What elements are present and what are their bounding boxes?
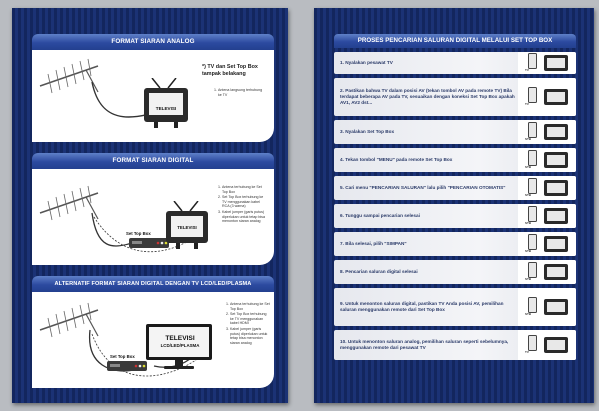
note-item: 2. Set Top Box terhubung ke TV menggunakan kabel HDMI xyxy=(230,312,270,326)
step-row xyxy=(334,260,576,284)
step-row xyxy=(334,52,576,74)
remote-label: STB xyxy=(525,249,531,253)
remote-icon xyxy=(528,178,537,194)
tv-icon xyxy=(544,55,568,71)
step-text: 6. Tunggu sampai pencarian selesai xyxy=(340,213,420,219)
remote-icon xyxy=(528,297,537,313)
step-icons xyxy=(518,204,576,228)
lcd-tv-sublabel: LCD/LED/PLASMA xyxy=(160,343,200,348)
step-icons xyxy=(518,78,576,116)
step-text: 3. Nyalakan Set Top Box xyxy=(340,129,395,135)
remote-icon xyxy=(528,234,537,250)
remote-label: TV xyxy=(525,102,529,106)
tv-icon xyxy=(544,299,568,315)
tv-icon xyxy=(544,264,568,280)
step-text: 8. Pencarian saluran digital selesai xyxy=(340,269,418,275)
notes-digital xyxy=(216,185,268,225)
process-title: PROSES PENCARIAN SALURAN DIGITAL MELALUI SET TOP BOX xyxy=(334,34,576,48)
note-item: 1. Antena langsung terhubung ke TV xyxy=(218,88,264,97)
notes-analog xyxy=(212,88,264,98)
section-digital-panel xyxy=(32,169,274,265)
note-item: 1. Antena terhubung ke Set Top Box xyxy=(222,185,268,194)
step-row xyxy=(334,204,576,228)
step-icons xyxy=(518,232,576,256)
step-row xyxy=(334,176,576,200)
tv-icon xyxy=(544,124,568,140)
remote-label: STB xyxy=(525,165,531,169)
step-icons xyxy=(518,148,576,172)
tv-icon xyxy=(544,208,568,224)
section-analog-title: FORMAT SIARAN ANALOG xyxy=(32,34,274,50)
remote-label: STB xyxy=(525,312,531,316)
step-icons xyxy=(518,260,576,284)
tv-icon xyxy=(544,152,568,168)
step-text: 1. Nyalakan pesawat TV xyxy=(340,60,393,66)
tv-icon xyxy=(544,337,568,353)
step-text: 7. Bila selesai, pilih "SIMPAN" xyxy=(340,241,407,247)
remote-label: STB xyxy=(525,277,531,281)
tv-caption: *) TV dan Set Top Box tampak belakang xyxy=(202,64,258,77)
remote-label: STB xyxy=(525,193,531,197)
notes-lcd xyxy=(224,302,270,346)
remote-icon xyxy=(528,53,537,69)
stb-label: Set Top Box xyxy=(110,354,135,359)
left-page xyxy=(12,8,288,403)
note-item: 2. Set Top Box terhubung ke TV menggunakan kabel RCA (3 warna) xyxy=(222,195,268,209)
section-digital-title: FORMAT SIARAN DIGITAL xyxy=(32,153,274,169)
step-row xyxy=(334,148,576,172)
section-analog-panel xyxy=(32,50,274,142)
remote-icon xyxy=(528,150,537,166)
step-text: 5. Cari menu "PENCARIAN SALURAN" lalu pilih "PENCARIAN OTOMATIS" xyxy=(340,185,506,191)
step-text: 10. Untuk menonton saluran analog, pemilihan saluran seperti sebelumnya, menggunakan remote dari pesawat TV xyxy=(340,339,509,350)
remote-label: STB xyxy=(525,221,531,225)
tv-icon xyxy=(544,180,568,196)
remote-label: STB xyxy=(525,137,531,141)
step-icons xyxy=(518,120,576,144)
tv-icon xyxy=(544,89,568,105)
step-icons xyxy=(518,176,576,200)
remote-icon xyxy=(528,206,537,222)
note-item: 3. Kabel jumper (garis putus) diperlukan untuk tetap bisa menonton siaran analog xyxy=(222,210,268,224)
tv-label: TELEVISI xyxy=(155,106,177,111)
step-icons xyxy=(518,288,576,326)
step-text: 9. Untuk menonton saluran digital, pastikan TV Anda posisi AV, pemilihan saluran menggunakan remote dari Set Top Box xyxy=(340,301,504,312)
step-icons xyxy=(518,330,576,360)
set-top-box-icon xyxy=(106,360,148,372)
remote-icon xyxy=(528,262,537,278)
note-item: 3. Kabel jumper (garis putus) diperlukan untuk tetap bisa menonton siaran analog xyxy=(230,327,270,345)
tv-label: TELEVISI xyxy=(177,225,197,230)
stb-label: Set Top Box xyxy=(126,231,151,236)
step-row xyxy=(334,78,576,116)
step-text: 4. Tekan tombol "MENU" pada remote Set Top Box xyxy=(340,157,453,163)
section-lcd-panel xyxy=(32,292,274,388)
remote-icon xyxy=(528,335,537,351)
step-row xyxy=(334,330,576,360)
note-item: 1. Antena terhubung ke Set Top Box xyxy=(230,302,270,311)
right-page xyxy=(314,8,594,403)
remote-label: TV xyxy=(525,350,529,354)
step-icons xyxy=(518,52,576,74)
lcd-tv-label: TELEVISI xyxy=(165,335,195,342)
step-row xyxy=(334,120,576,144)
remote-icon xyxy=(528,87,537,103)
remote-label: TV xyxy=(525,68,529,72)
step-text: 2. Pastikan bahwa TV dalam posisi AV (tekan tombol AV pada remote TV) Bila terdapat beberapa AV pada TV, sesuaikan dengan koneksi Set Top Box apakah AV1, AV2 dst... xyxy=(340,88,515,105)
remote-icon xyxy=(528,122,537,138)
section-lcd-title: ALTERNATIF FORMAT SIARAN DIGITAL DENGAN TV LCD/LED/PLASMA xyxy=(32,276,274,292)
step-row xyxy=(334,288,576,326)
tv-icon xyxy=(544,236,568,252)
step-row xyxy=(334,232,576,256)
